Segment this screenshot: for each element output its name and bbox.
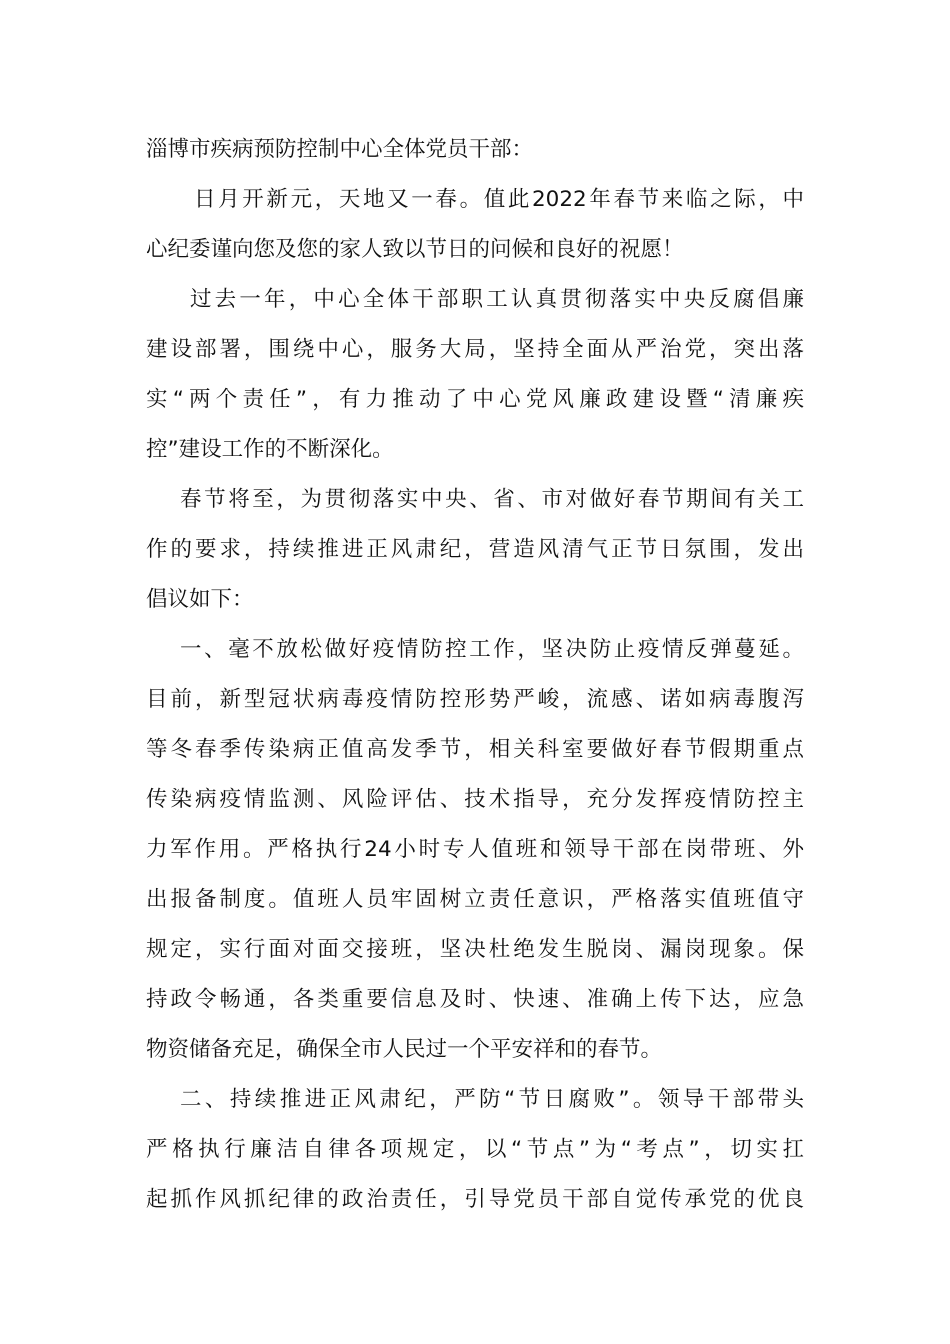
paragraph-2-line-3: 实“两个责任”，有力推动了中心党风廉政建设暨“清廉疾 xyxy=(146,387,804,412)
paragraph-2-line-4: 控”建设工作的不断深化。 xyxy=(146,437,394,462)
paragraph-2-line-1: 过去一年，中心全体干部职工认真贯彻落实中央反腐倡廉 xyxy=(190,287,804,312)
paragraph-1-line-2: 心纪委谨向您及您的家人致以节日的问候和良好的祝愿！ xyxy=(146,237,684,262)
section-1-line-3: 等冬春季传染病正值高发季节，相关科室要做好春节假期重点 xyxy=(146,737,804,762)
section-2-line-2: 严格执行廉洁自律各项规定，以“节点”为“考点”，切实扛 xyxy=(146,1137,804,1162)
section-1-line-2: 目前，新型冠状病毒疫情防控形势严峻，流感、诺如病毒腹泻 xyxy=(146,687,804,712)
paragraph-3-line-2: 作的要求，持续推进正风肃纪，营造风清气正节日氛围，发出 xyxy=(146,537,804,562)
section-2-heading: 二、持续推进正风肃纪，严防“节日腐败”。领导干部带头 xyxy=(180,1087,804,1112)
section-1-heading: 一、毫不放松做好疫情防控工作，坚决防止疫情反弹蔓延。 xyxy=(180,637,804,662)
section-1-line-8: 持政令畅通，各类重要信息及时、快速、准确上传下达，应急 xyxy=(146,987,804,1012)
section-2-line-3: 起抓作风抓纪律的政治责任，引导党员干部自觉传承党的优良 xyxy=(146,1187,804,1212)
section-1-line-7: 规定，实行面对面交接班，坚决杜绝发生脱岗、漏岗现象。保 xyxy=(146,937,804,962)
section-1-line-9: 物资储备充足，确保全市人民过一个平安祥和的春节。 xyxy=(146,1037,663,1062)
paragraph-3-line-1: 春节将至，为贯彻落实中央、省、市对做好春节期间有关工 xyxy=(180,487,804,512)
section-1-line-5: 力军作用。严格执行24小时专人值班和领导干部在岗带班、外 xyxy=(146,837,804,862)
section-1-line-4: 传染病疫情监测、风险评估、技术指导，充分发挥疫情防控主 xyxy=(146,787,804,812)
paragraph-1-line-1: 日月开新元，天地又一春。值此2022年春节来临之际，中 xyxy=(194,187,804,212)
salutation: 淄博市疾病预防控制中心全体党员干部： xyxy=(146,137,534,162)
paragraph-3-line-3: 倡议如下： xyxy=(146,587,254,612)
section-1-line-6: 出报备制度。值班人员牢固树立责任意识，严格落实值班值守 xyxy=(146,887,804,912)
paragraph-2-line-2: 建设部署，围绕中心，服务大局，坚持全面从严治党，突出落 xyxy=(146,337,804,362)
